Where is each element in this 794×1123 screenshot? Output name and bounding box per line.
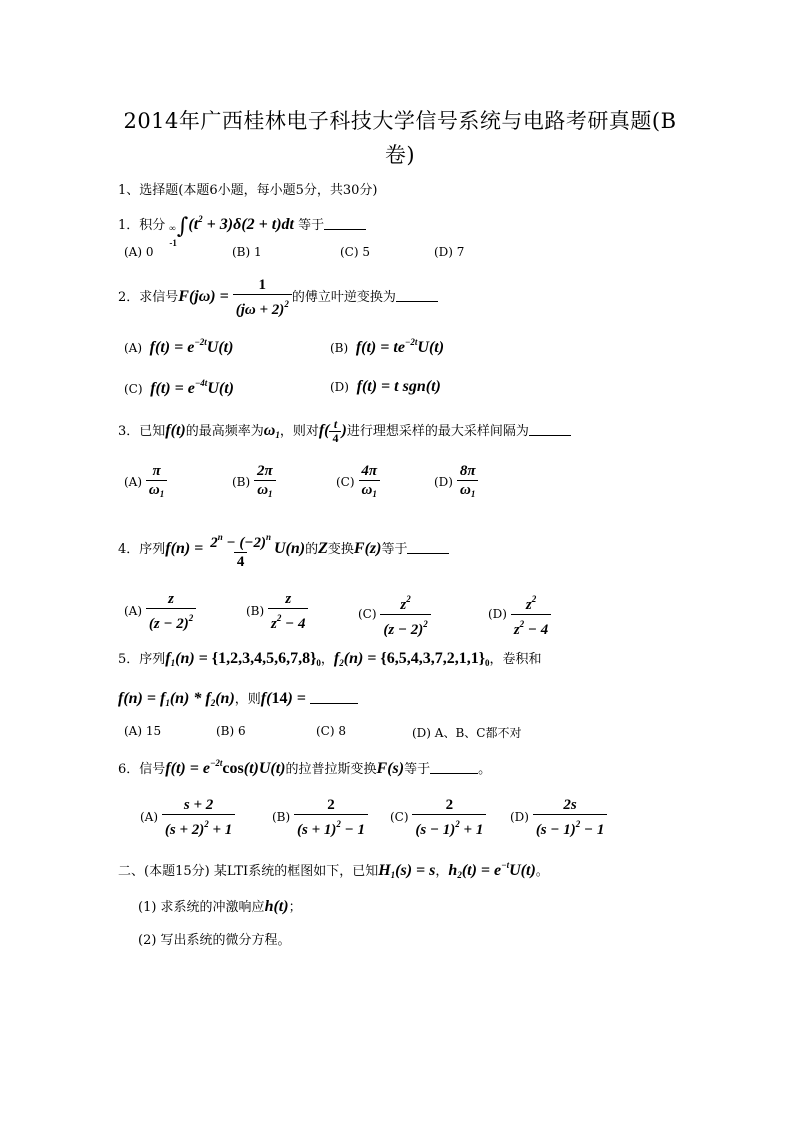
q4-option-d[interactable]: (D) $\frac{z^2}{z^2 - 4}$ — [488, 590, 551, 639]
answer-blank[interactable] — [324, 217, 366, 230]
q5-option-a[interactable]: (A) 15 — [124, 724, 162, 738]
q1-option-a[interactable]: (A) 0 — [124, 245, 154, 259]
answer-blank[interactable] — [529, 423, 571, 436]
answer-blank[interactable] — [407, 541, 449, 554]
answer-blank[interactable] — [310, 691, 358, 704]
section2-sub-1: (1) 求系统的冲激响应h(t)； — [138, 898, 302, 915]
section2-question: 二、(本题15分) 某LTI系统的框图如下，已知$H_1(s) = s$，$h_2(t) = e^{-t}U(t)$。 — [118, 860, 549, 880]
q5-option-d[interactable]: (D) A、B、C都不对 — [412, 726, 522, 740]
q4-option-b[interactable]: (B) $\frac{z}{z^2 - 4}$ — [246, 590, 308, 633]
q5-option-c[interactable]: (C) 8 — [316, 724, 346, 738]
question-1: 1．积分 ∞ -1 $\int(t^2 + 3)\delta(2 + t)dt$ 等于 — [118, 210, 366, 248]
question-3: 3．已知f(t)的最高频率为$\omega_1$，则对f( $\frac{t}{4}$ )进行理想采样的最大采样间隔为 — [118, 418, 571, 445]
q2-option-a[interactable]: (A) $f(t) = e^{-2t}U(t)$ — [124, 337, 234, 356]
answer-blank[interactable] — [396, 289, 438, 302]
q3-option-a[interactable]: (A) $\frac{\pi}{\omega_1}$ — [124, 462, 167, 503]
question-5: 5．序列$f_1(n) = \{1,2,3,4,5,6,7,8\}_0$，$f_2(n) = \{6,5,4,3,7,2,1,1\}_0$，卷积和 — [118, 650, 542, 668]
q5-option-b[interactable]: (B) 6 — [216, 724, 246, 738]
q1-option-c[interactable]: (C) 5 — [340, 245, 370, 259]
q2-option-d[interactable]: (D) f(t) = t sgn(t) — [330, 378, 441, 395]
q6-option-a[interactable]: (A) $\frac{s + 2}{(s + 2)^2 + 1}$ — [140, 796, 235, 839]
q4-option-a[interactable]: (A) $\frac{z}{(z - 2)^2}$ — [124, 590, 196, 633]
q3-option-d[interactable]: (D) $\frac{8\pi}{\omega_1}$ — [434, 462, 479, 503]
section2-sub-2: (2) 写出系统的微分方程。 — [138, 933, 291, 948]
q2-option-c[interactable]: (C) $f(t) = e^{-4t}U(t)$ — [124, 378, 234, 397]
q1-option-b[interactable]: (B) 1 — [232, 245, 262, 259]
q6-option-b[interactable]: (B) $\frac{2}{(s + 1)^2 - 1}$ — [272, 796, 368, 839]
q4-option-c[interactable]: (C) $\frac{z^2}{(z - 2)^2}$ — [358, 590, 431, 639]
question-6: 6．信号$f(t) = e^{-2t}\cos(t)U(t)$的拉普拉斯变换F(s)等于 。 — [118, 758, 492, 777]
question-2: 2．求信号F(jω) = $\frac{1}{(j\omega + 2)^2}$ 的傅立叶逆变换为 — [118, 276, 438, 319]
q6-option-d[interactable]: (D) $\frac{2s}{(s - 1)^2 - 1}$ — [510, 796, 607, 839]
page-title — [120, 104, 680, 172]
question-5-line-2: $f(n) = f_1(n) * f_2(n)$，则f(14) = — [118, 690, 358, 712]
q6-option-c[interactable]: (C) $\frac{2}{(s - 1)^2 + 1}$ — [390, 796, 486, 839]
q3-option-b[interactable]: (B) $\frac{2\pi}{\omega_1}$ — [232, 462, 276, 503]
q3-option-c[interactable]: (C) $\frac{4\pi}{\omega_1}$ — [336, 462, 380, 503]
section1-header: 1、选择题(本题6小题，每小题5分，共30分) — [118, 183, 378, 198]
title-line-2: 卷) — [384, 143, 416, 167]
question-4: 4．序列f(n) = $\frac{2^n - (-2)^n}{4}$ U(n)的Z变换F(z)等于 — [118, 528, 449, 571]
answer-blank[interactable] — [430, 761, 478, 774]
q1-option-d[interactable]: (D) 7 — [434, 245, 465, 259]
title-line-1: 2014年广西桂林电子科技大学信号系统与电路考研真题(B — [123, 109, 677, 133]
q2-option-b[interactable]: (B) $f(t) = te^{-2t}U(t)$ — [330, 337, 445, 356]
